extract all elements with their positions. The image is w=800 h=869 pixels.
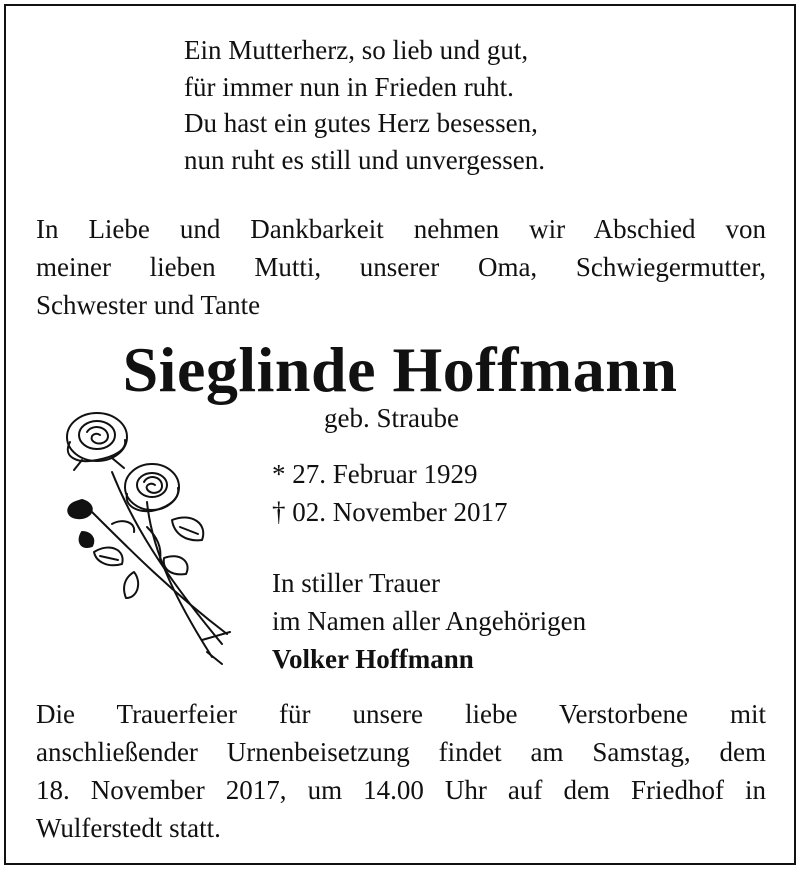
funeral-line: 18. November 2017, um 14.00 Uhr auf dem Friedhof in xyxy=(36,775,766,805)
signer-name: Volker Hoffmann xyxy=(272,644,474,674)
birth-name: geb. Straube xyxy=(324,403,459,433)
farewell-line: Schwester und Tante xyxy=(36,290,261,320)
funeral-info xyxy=(36,695,766,847)
mourning-line: In stiller Trauer xyxy=(272,568,440,598)
farewell-line: meiner lieben Mutti, unserer Oma, Schwiegermutter, xyxy=(36,252,766,282)
death-date: † 02. November 2017 xyxy=(272,497,508,527)
roses-icon xyxy=(52,402,242,668)
poem-line: Du hast ein gutes Herz besessen, xyxy=(184,108,538,138)
poem-line: nun ruht es still und unvergessen. xyxy=(184,144,545,175)
deceased-name: Sieglinde Hoffmann xyxy=(122,334,678,405)
obituary-notice xyxy=(4,4,796,865)
farewell-text xyxy=(36,210,766,324)
birth-date: * 27. Februar 1929 xyxy=(272,459,478,489)
memorial-poem xyxy=(184,32,545,178)
mourners-block xyxy=(272,564,586,678)
funeral-line: Die Trauerfeier für unsere liebe Verstorbene mit xyxy=(36,699,766,729)
funeral-line: anschließender Urnenbeisetzung findet am Samstag, dem xyxy=(36,737,766,767)
farewell-line: In Liebe und Dankbarkeit nehmen wir Abschied von xyxy=(36,214,766,244)
funeral-line: Wulferstedt statt. xyxy=(36,813,221,843)
life-dates xyxy=(272,455,507,531)
mourning-line: im Namen aller Angehörigen xyxy=(272,606,587,636)
poem-line: Ein Mutterherz, so lieb und gut, xyxy=(184,35,529,65)
poem-line: für immer nun in Frieden ruht. xyxy=(184,71,514,102)
